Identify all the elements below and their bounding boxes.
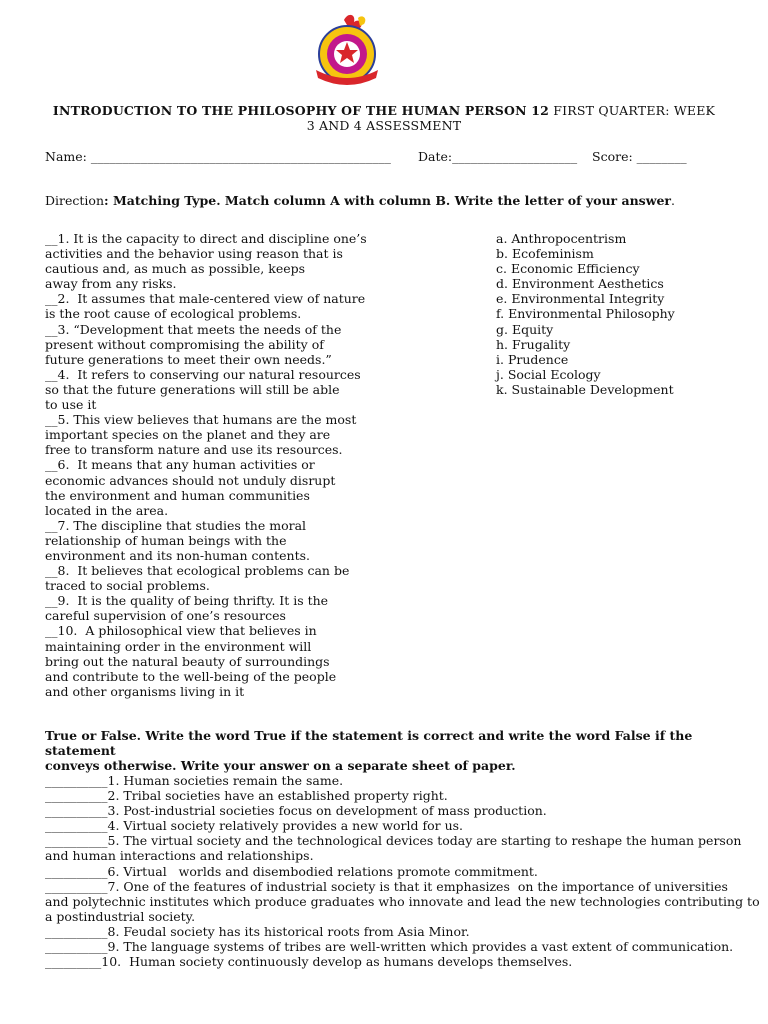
column-a-line: cautious and, as much as possible, keeps — [45, 261, 306, 277]
column-a-line: future generations to meet their own needs.” — [45, 351, 332, 367]
column-b-option: b. Ecofeminism — [496, 246, 594, 262]
direction-instructions — [45, 193, 735, 208]
title-bold: INTRODUCTION TO THE PHILOSOPHY OF THE HUMAN PERSON 12 — [52, 103, 550, 118]
column-a-line: economic advances should not unduly disrupt — [45, 472, 336, 488]
direction-end: . — [671, 193, 675, 208]
column-a-line: __9. It is the quality of being thrifty. It is the — [45, 593, 329, 609]
column-b-option: k. Sustainable Development — [496, 381, 674, 397]
column-a-line: relationship of human beings with the — [45, 532, 287, 548]
column-a-line: __7. The discipline that studies the moral — [45, 517, 307, 533]
column-a-line: environment and its non-human contents. — [45, 547, 310, 563]
column-b-option: j. Social Ecology — [496, 366, 601, 382]
tf-heading-line-2: conveys otherwise. Write your answer on a separate sheet of paper. — [45, 758, 516, 773]
score-field[interactable]: Score: ________ — [592, 149, 687, 164]
column-a-line: to use it — [45, 397, 97, 413]
true-false-item: __________3. Post-industrial societies focus on development of mass production. — [45, 803, 547, 819]
column-a-line: __10. A philosophical view that believes in — [45, 623, 317, 639]
column-a-line: and other organisms living in it — [45, 683, 245, 699]
column-a-line: __3. “Development that meets the needs of the — [45, 321, 342, 337]
column-b-option: i. Prudence — [496, 351, 569, 367]
column-b-option: h. Frugality — [496, 336, 571, 352]
column-a — [45, 231, 375, 699]
district-logo-graphic — [304, 12, 390, 88]
column-a-line: careful supervision of one’s resources — [45, 608, 286, 624]
column-b — [496, 231, 746, 397]
column-a-line: located in the area. — [45, 502, 169, 518]
column-a-line: __5. This view believes that humans are the most — [45, 412, 357, 428]
direction-text: : Matching Type. Match column A with column B. Write the letter of your answer — [104, 193, 672, 208]
column-a-line: __1. It is the capacity to direct and discipline one’s — [45, 231, 367, 246]
column-a-line: __6. It means that any human activities or — [45, 457, 315, 473]
true-false-item: __________5. The virtual society and the technological devices today are starting to reshape the human person — [45, 833, 742, 849]
true-false-item: and human interactions and relationships. — [45, 848, 314, 864]
true-false-item: a postindustrial society. — [45, 908, 196, 924]
column-b-option: f. Environmental Philosophy — [496, 306, 675, 322]
true-false-item: __________1. Human societies remain the same. — [45, 773, 344, 788]
true-false-item: __________8. Feudal society has its historical roots from Asia Minor. — [45, 923, 470, 939]
column-b-option: d. Environment Aesthetics — [496, 276, 664, 292]
true-false-item: __________2. Tribal societies have an established property right. — [45, 788, 448, 804]
name-field[interactable]: Name: ________________________________________________ — [45, 149, 391, 164]
true-false-item: __________6. Virtual worlds and disembodied relations promote commitment. — [45, 863, 538, 879]
district-logo — [304, 12, 390, 88]
column-a-line: so that the future generations will still be able — [45, 381, 340, 397]
column-a-line: bring out the natural beauty of surroundings — [45, 653, 330, 669]
true-false-item: _________10. Human society continuously develop as humans develops themselves. — [45, 954, 573, 970]
column-a-line: __2. It assumes that male-centered view of nature — [45, 291, 366, 307]
column-a-line: important species on the planet and they are — [45, 427, 331, 443]
column-b-option: e. Environmental Integrity — [496, 291, 665, 307]
column-a-line: is the root cause of ecological problems. — [45, 306, 302, 322]
column-a-line: the environment and human communities — [45, 487, 310, 503]
true-false-item: __________7. One of the features of industrial society is that it emphasizes on the importance of universities — [45, 878, 728, 894]
column-a-line: away from any risks. — [45, 276, 177, 292]
page-title — [40, 103, 728, 133]
column-a-line: present without compromising the ability of — [45, 336, 324, 352]
column-a-line: traced to social problems. — [45, 578, 210, 594]
title-rest: FIRST QUARTER: WEEK — [549, 103, 716, 118]
title-line-2: 3 AND 4 ASSESSMENT — [306, 118, 462, 133]
date-field[interactable]: Date:____________________ — [418, 149, 578, 164]
tf-heading-line-1: True or False. Write the word True if the statement is correct and write the word False if the statement — [45, 728, 693, 758]
direction-label: Direction — [45, 193, 104, 208]
true-false-item: and polytechnic institutes which produce graduates who innovate and lead the new technologies contributing to — [45, 893, 760, 909]
column-a-line: activities and the behavior using reason that is — [45, 246, 343, 262]
column-a-line: maintaining order in the environment will — [45, 638, 312, 654]
column-a-line: __8. It believes that ecological problems can be — [45, 563, 350, 579]
column-b-option: a. Anthropocentrism — [496, 231, 627, 246]
true-false-list — [45, 773, 760, 970]
column-a-line: __4. It refers to conserving our natural resources — [45, 366, 361, 382]
column-b-option: c. Economic Efficiency — [496, 261, 640, 277]
column-a-line: free to transform nature and use its resources. — [45, 442, 343, 458]
true-false-instructions — [45, 728, 735, 773]
title-line-1 — [40, 103, 728, 118]
column-b-option: g. Equity — [496, 321, 554, 337]
true-false-item: __________9. The language systems of tribes are well-written which provides a vast extent of communication. — [45, 939, 734, 955]
true-false-item: __________4. Virtual society relatively provides a new world for us. — [45, 818, 464, 834]
column-a-line: and contribute to the well-being of the people — [45, 668, 337, 684]
